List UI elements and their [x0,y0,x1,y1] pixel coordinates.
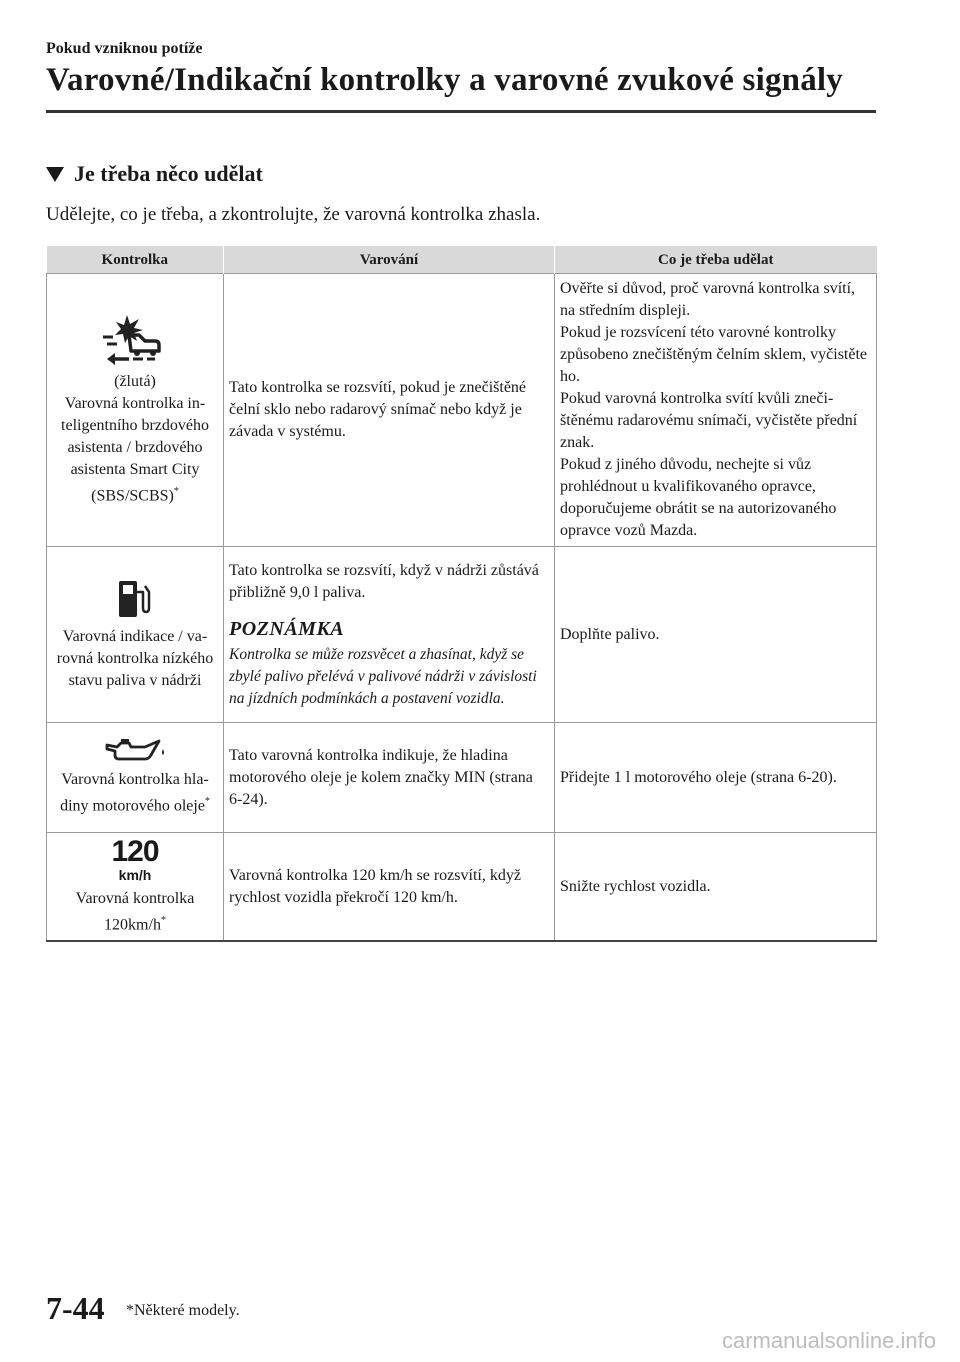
table-row [47,274,877,547]
speed-unit: km/h [118,867,152,883]
indicator-cell [47,274,224,547]
speed-120-icon [105,837,165,882]
action-cell: Přidejte 1 l motorového oleje (strana 6-20). [555,723,877,833]
warning-cell: Varovná kontrolka 120 km/h se rozsvítí, když rychlost vozidla překročí 120 km/h. [224,833,555,942]
table-row [47,547,877,723]
triangle-down-icon [46,167,64,182]
column-header: Varování [224,246,555,274]
footnote-star: * [173,485,179,497]
page-number: 7-44 [46,1290,105,1326]
section-heading-text: Je třeba něco udělat [74,161,263,186]
table-header-row [47,246,877,274]
section-heading [46,161,263,187]
page-title: Varovné/Indikační kontrolky a varovné zvukové signály [46,62,843,98]
table-row [47,833,877,942]
indicator-cell [47,547,224,723]
warning-text: Tato kontrolka se rozsvítí, když v nádrži zůstává přibližně 9,0 l paliva. [229,561,539,601]
indicator-cell [47,723,224,833]
warning-cell [224,547,555,723]
action-cell: Snižte rychlost vozidla. [555,833,877,942]
indicator-label: Varovná kontrolka 120km/h [75,890,195,934]
footnote: *Některé modely. [126,1302,240,1319]
warning-cell: Tato varovná kontrolka indikuje, že hladina motorového oleje je kolem značky MIN (strana 6-24). [224,723,555,833]
title-divider [46,110,876,113]
fuel-pump-icon [115,578,155,620]
section-intro: Udělejte, co je třeba, a zkontrolujte, že varovná kontrolka zhasla. [46,204,541,225]
speed-value: 120 [111,835,159,868]
note-heading: POZNÁMKA [229,617,345,640]
sbs-collision-warning-icon [99,313,171,365]
column-header: Kontrolka [47,246,224,274]
indicator-label: Varovná kontrolka hladiny motorového oleje [60,771,209,815]
note-text: Kontrolka se může rozsvěcet a zhasínat, když se zbylé palivo přelévá v palivové nádrži v závislosti na jízdních podmínkách a postavení vozidla. [229,645,537,707]
indicator-label: Varovná kontrolka inteligentního brzdového asistenta / brzdového asistenta Smart City (SBS/SCBS) [61,394,209,505]
indicator-color: (žlutá) [114,372,156,390]
action-cell: Doplňte palivo. [555,547,877,723]
footnote-star: * [204,796,210,808]
oil-can-icon [101,737,169,763]
warning-table [46,246,877,942]
action-cell: Ověřte si důvod, proč varovná kontrolka svítí, na středním displeji. Pokud je rozsvícení této varovné kontrolky způsobeno znečištěným čelním sklem, vyčistěte ho. Pokud varovná kontrolka svítí kvůli znečištěnému radarovému snímači, vyčistěte přední znak. Pokud z jiného důvodu, nechejte si vůz prohlédnout u kvalifikovaného opravce, doporučujeme obrátit se na autorizovaného opravce vozů Mazda. [555,274,877,547]
watermark: carmanualsonline.info [721,1328,936,1353]
chapter-label: Pokud vzniknou potíže [46,40,203,57]
indicator-cell [47,833,224,942]
warning-cell: Tato kontrolka se rozsvítí, pokud je znečištěné čelní sklo nebo radarový snímač nebo když je závada v systému. [224,274,555,547]
table-row [47,723,877,833]
footnote-star: * [160,915,166,926]
indicator-label: Varovná indikace / varovná kontrolka nízkého stavu paliva v nádrži [56,627,214,689]
column-header: Co je třeba udělat [555,246,877,274]
